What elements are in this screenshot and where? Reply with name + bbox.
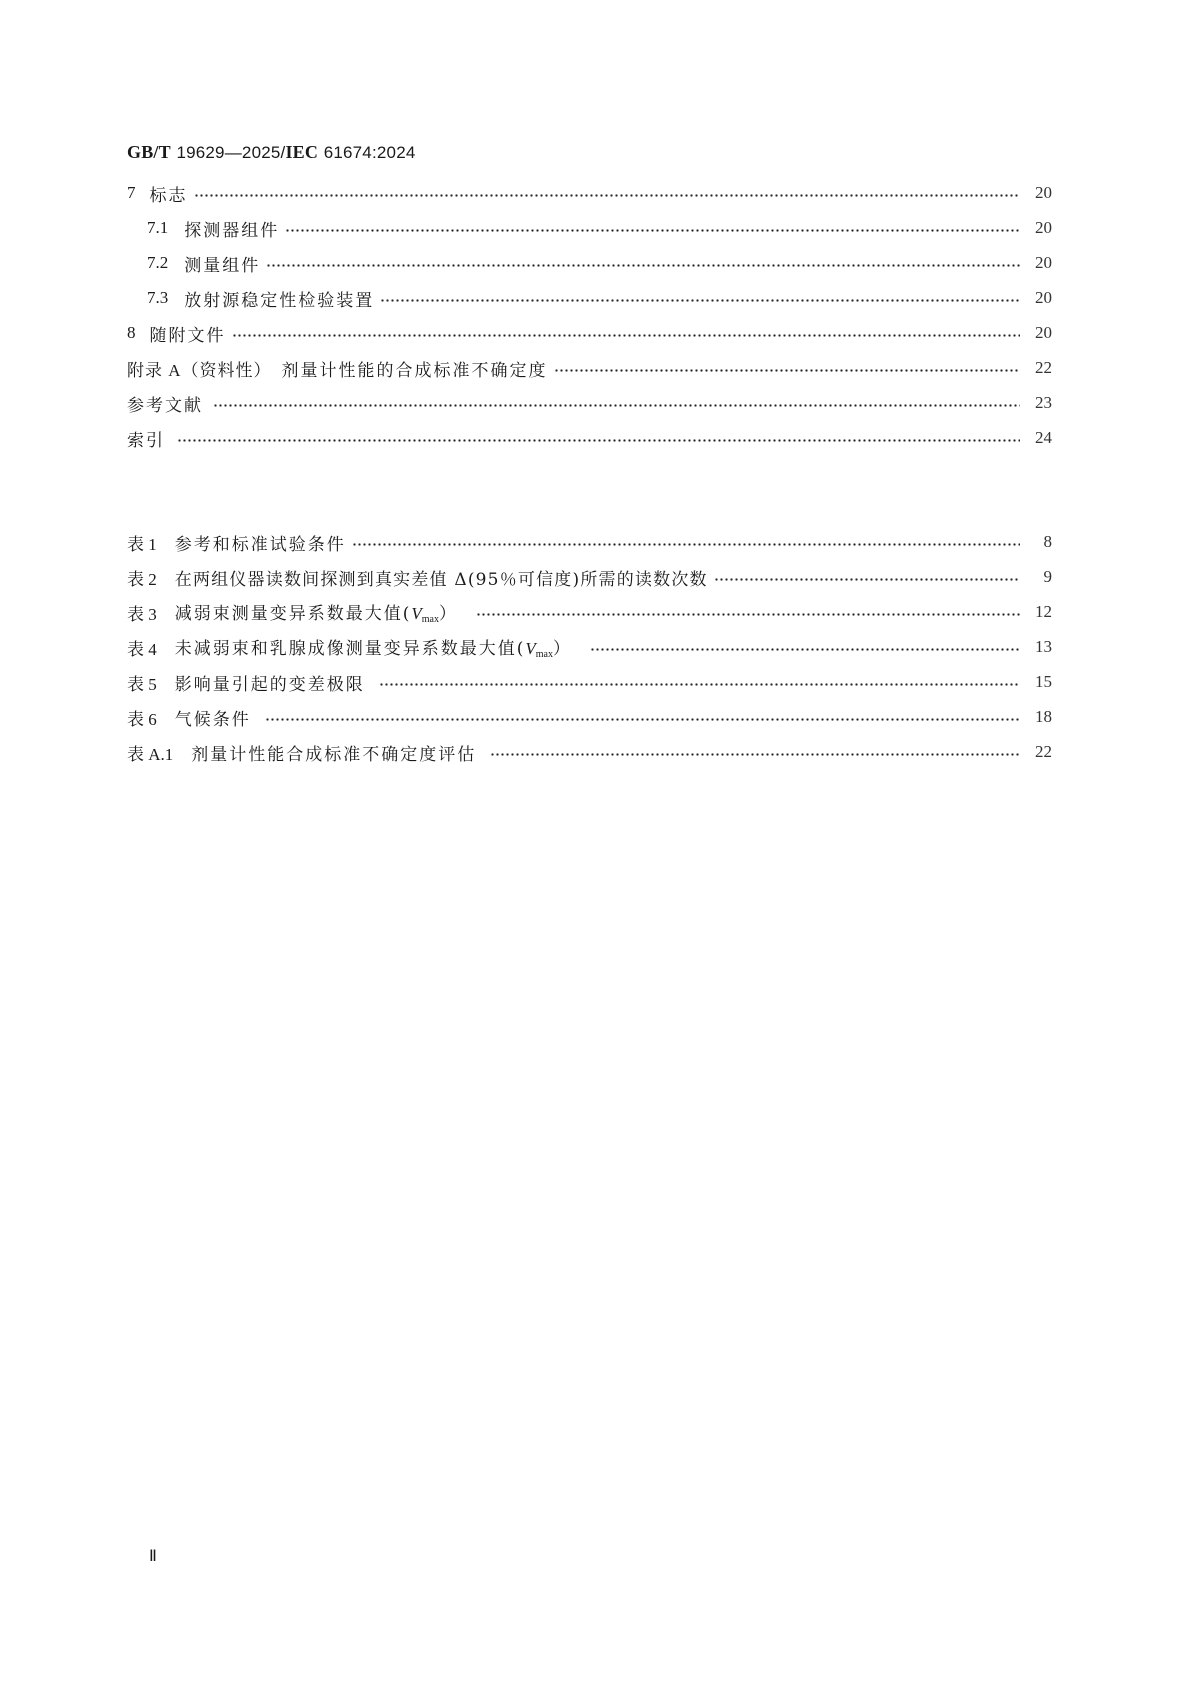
table-number: 表 5 — [127, 674, 157, 694]
table-title: 参考和标准试验条件 — [174, 534, 346, 555]
toc-entry[interactable] — [127, 321, 1052, 345]
table-title: 剂量计性能合成标准不确定度评估 — [191, 744, 477, 765]
toc-page: 20 — [1035, 323, 1052, 342]
toc-number: 7.3 — [147, 288, 169, 307]
toc-number: 7 — [127, 183, 136, 202]
dot-leader — [232, 324, 1021, 342]
table-number: 表 4 — [127, 639, 157, 659]
iec-prefix: IEC — [285, 142, 319, 162]
table-title: 影响量引起的变差极限 — [174, 674, 365, 695]
toc-page: 23 — [1035, 393, 1052, 412]
dot-leader — [177, 429, 1020, 447]
dot-leader — [714, 568, 1020, 586]
table-title: 气候条件 — [174, 709, 251, 730]
toc-page: 20 — [1035, 288, 1052, 307]
table-page: 8 — [1043, 532, 1052, 551]
toc-table-entry[interactable] — [127, 670, 1052, 694]
toc-title: 索引 — [127, 430, 165, 451]
standard-prefix: GB/T — [127, 142, 171, 162]
toc-table-entry[interactable] — [127, 705, 1052, 729]
close-paren: ） — [553, 639, 572, 659]
toc-number: 8 — [127, 323, 136, 342]
table-title — [175, 634, 572, 660]
toc-entry[interactable] — [127, 356, 1052, 380]
toc-table-entry[interactable] — [127, 635, 1052, 659]
dot-leader — [590, 638, 1020, 656]
toc-entry[interactable] — [127, 251, 1052, 275]
dot-leader — [554, 359, 1020, 377]
subscript-max: max — [421, 614, 439, 625]
close-paren: ） — [439, 604, 458, 624]
table-title-text: 未减弱束和乳腺成像测量变异系数最大值( — [174, 639, 526, 659]
table-title — [175, 599, 458, 625]
table-number: 表 2 — [127, 569, 157, 589]
table-page: 22 — [1035, 742, 1052, 761]
toc-entry[interactable] — [127, 216, 1052, 240]
page-number: Ⅱ — [149, 1548, 157, 1565]
dot-leader — [285, 219, 1020, 237]
standard-number: 19629—2025/ — [176, 143, 286, 162]
table-title: 在两组仪器读数间探测到真实差值 Δ(95％可信度)所需的读数次数 — [174, 569, 708, 590]
toc-number: 7.2 — [147, 253, 169, 272]
document-header — [127, 142, 416, 163]
subscript-max: max — [535, 649, 553, 660]
toc-page: 20 — [1035, 183, 1052, 202]
table-page: 15 — [1035, 672, 1052, 691]
toc-title: 随附文件 — [149, 325, 226, 346]
dot-leader — [213, 394, 1020, 412]
toc-table-entry[interactable] — [127, 530, 1052, 554]
toc-entry[interactable] — [127, 426, 1052, 450]
table-number: 表 3 — [127, 604, 157, 624]
table-page: 13 — [1035, 637, 1052, 656]
toc-title: 放射源稳定性检验装置 — [184, 290, 375, 311]
table-number: 表 A.1 — [127, 744, 174, 764]
toc-title: 标志 — [149, 185, 188, 206]
toc-title: 剂量计性能的合成标准不确定度 — [281, 360, 548, 381]
table-number: 表 1 — [127, 534, 157, 554]
toc-table-entry[interactable] — [127, 740, 1052, 764]
toc-page: 20 — [1035, 253, 1052, 272]
toc-entry[interactable] — [127, 391, 1052, 415]
table-title-text: 减弱束测量变异系数最大值( — [174, 604, 412, 624]
dot-leader — [265, 708, 1020, 726]
toc-page: 24 — [1035, 428, 1052, 447]
dot-leader — [352, 533, 1020, 551]
dot-leader — [380, 289, 1020, 307]
toc-title: 测量组件 — [184, 255, 261, 276]
toc-page: 20 — [1035, 218, 1052, 237]
table-page: 12 — [1035, 602, 1052, 621]
variable-v: V — [525, 639, 536, 658]
toc-number: 附录 A（资料性） — [127, 360, 272, 380]
toc-page: 22 — [1035, 358, 1052, 377]
iec-number: 61674:2024 — [323, 143, 416, 162]
toc-title: 参考文献 — [127, 395, 203, 416]
toc-title: 探测器组件 — [184, 220, 280, 241]
dot-leader — [379, 673, 1020, 691]
table-page: 9 — [1043, 567, 1052, 586]
table-number: 表 6 — [127, 709, 157, 729]
dot-leader — [266, 254, 1020, 272]
dot-leader — [476, 603, 1020, 621]
toc-entry[interactable] — [127, 286, 1052, 310]
table-page: 18 — [1035, 707, 1052, 726]
dot-leader — [490, 743, 1020, 761]
toc-entry[interactable] — [127, 181, 1052, 205]
toc-table-entry[interactable] — [127, 600, 1052, 624]
variable-v: V — [411, 604, 422, 623]
toc-table-entry[interactable] — [127, 565, 1052, 589]
dot-leader — [194, 184, 1021, 202]
toc-number: 7.1 — [147, 218, 169, 237]
